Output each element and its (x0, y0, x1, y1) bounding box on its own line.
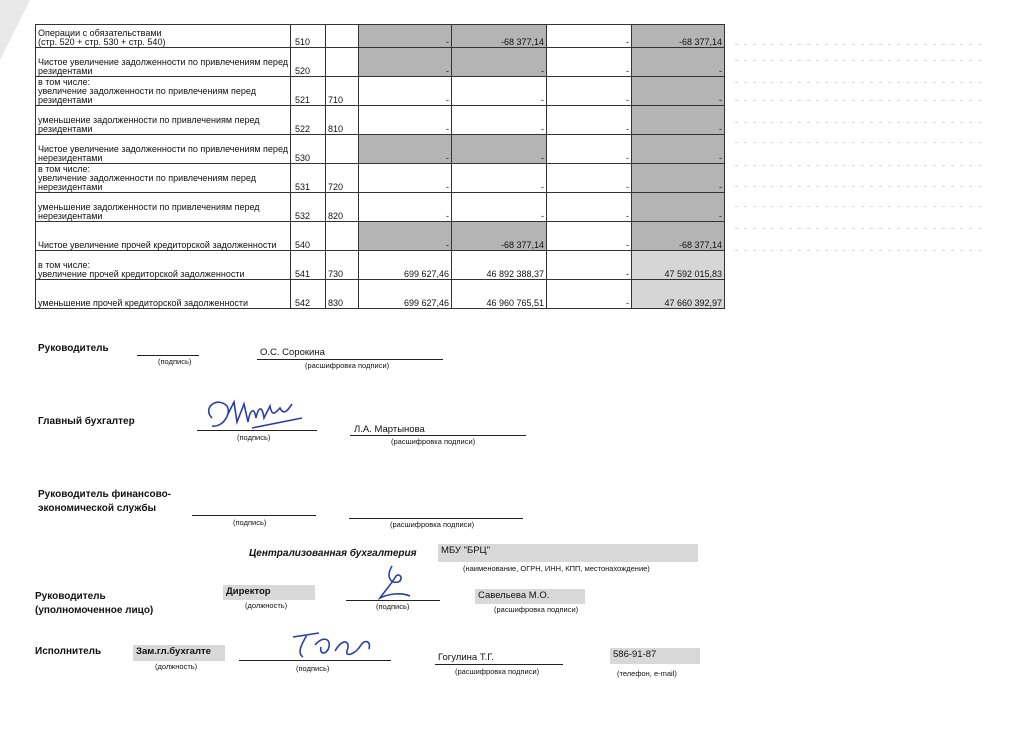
table-row (36, 251, 725, 280)
scan-noise (735, 44, 985, 45)
table-row (36, 222, 725, 251)
page-fold-corner (0, 0, 30, 60)
row-col6-cell: -68 377,14 (632, 25, 725, 48)
scan-noise (735, 122, 985, 123)
row-col3-cell: 699 627,46 (359, 251, 452, 280)
exec-phone: 586-91-87 (610, 648, 700, 664)
row-col4-cell: - (452, 164, 547, 193)
row-col3-cell: - (359, 135, 452, 164)
head-name-caption: (расшифровка подписи) (305, 361, 390, 370)
row-col4-cell: - (452, 193, 547, 222)
exec-position: Зам.гл.бухгалте (133, 645, 225, 661)
row-col5-cell: - (547, 251, 632, 280)
scan-noise (735, 186, 985, 187)
row-kosgu-cell: 730 (326, 251, 359, 280)
row-col5-cell: - (547, 193, 632, 222)
fin-label-1: Руководитель финансово- (38, 489, 172, 500)
row-col3-cell: - (359, 106, 452, 135)
row-col6-cell: - (632, 48, 725, 77)
table-row (36, 106, 725, 135)
row-col3-cell: - (359, 48, 452, 77)
head-name-line (257, 359, 443, 360)
row-col6-cell: - (632, 193, 725, 222)
exec-name-caption: (расшифровка подписи) (455, 667, 540, 676)
chief-name-caption: (расшифровка подписи) (391, 437, 476, 446)
row-name-cell: Чистое увеличение прочей кредиторской задолженности (36, 222, 291, 251)
liabilities-table (35, 24, 725, 309)
scan-noise (735, 100, 985, 101)
row-col5-cell: - (547, 25, 632, 48)
row-col4-cell: - (452, 48, 547, 77)
auth-sign-line (346, 600, 440, 601)
row-line-code-cell: 510 (291, 25, 326, 48)
table-row (36, 164, 725, 193)
exec-signature-image (285, 625, 380, 665)
auth-name-caption: (расшифровка подписи) (494, 605, 579, 614)
central-value: МБУ "БРЦ" (438, 544, 698, 562)
chief-name-line (350, 435, 526, 436)
fin-name-line (349, 518, 523, 519)
row-line-code-cell: 541 (291, 251, 326, 280)
row-col5-cell: - (547, 135, 632, 164)
exec-label: Исполнитель (35, 646, 102, 657)
row-name-cell: в том числе: увеличение прочей кредиторской задолженности (36, 251, 291, 280)
row-line-code-cell: 532 (291, 193, 326, 222)
row-name-cell: уменьшение прочей кредиторской задолженности (36, 280, 291, 309)
fin-sign-caption: (подпись) (233, 518, 267, 527)
row-col6-cell: -68 377,14 (632, 222, 725, 251)
row-col5-cell: - (547, 164, 632, 193)
row-kosgu-cell (326, 25, 359, 48)
fin-label-2: экономической службы (38, 503, 157, 514)
exec-sign-line (239, 660, 391, 661)
row-name-cell: уменьшение задолженности по привлечениям перед резидентами (36, 106, 291, 135)
row-col4-cell: 46 892 388,37 (452, 251, 547, 280)
scan-noise (735, 228, 985, 229)
row-kosgu-cell (326, 48, 359, 77)
row-col6-cell: - (632, 135, 725, 164)
row-col5-cell: - (547, 106, 632, 135)
exec-sign-caption: (подпись) (296, 664, 330, 673)
table-row (36, 193, 725, 222)
row-name-cell: в том числе: увеличение задолженности по привлечениям перед резидентами (36, 77, 291, 106)
row-col4-cell: - (452, 106, 547, 135)
row-col6-cell: - (632, 106, 725, 135)
row-name-cell: уменьшение задолженности по привлечениям перед нерезидентами (36, 193, 291, 222)
exec-name: Гогулина Т.Г. (438, 652, 494, 663)
row-line-code-cell: 522 (291, 106, 326, 135)
row-line-code-cell: 542 (291, 280, 326, 309)
row-col5-cell: - (547, 222, 632, 251)
row-kosgu-cell: 710 (326, 77, 359, 106)
row-col4-cell: -68 377,14 (452, 25, 547, 48)
chief-sign-line (197, 430, 317, 431)
row-col4-cell: - (452, 77, 547, 106)
row-col5-cell: - (547, 280, 632, 309)
scan-noise (735, 60, 985, 61)
head-sign-line (137, 355, 199, 356)
head-name: О.С. Сорокина (260, 347, 325, 358)
row-col3-cell: - (359, 25, 452, 48)
auth-name: Савельева М.О. (475, 589, 585, 604)
row-name-cell: Чистое увеличение задолженности по привлечениям перед резидентами (36, 48, 291, 77)
row-kosgu-cell: 820 (326, 193, 359, 222)
row-col6-cell: - (632, 77, 725, 106)
scan-noise (735, 206, 985, 207)
chief-name: Л.А. Мартынова (354, 424, 425, 435)
exec-name-line (435, 664, 563, 665)
table-row (36, 25, 725, 48)
row-col4-cell: - (452, 135, 547, 164)
scan-noise (735, 250, 985, 251)
row-kosgu-cell: 810 (326, 106, 359, 135)
row-col3-cell: - (359, 77, 452, 106)
row-col5-cell: - (547, 77, 632, 106)
row-kosgu-cell: 830 (326, 280, 359, 309)
central-caption: (наименование, ОГРН, ИНН, КПП, местонахождение) (463, 564, 650, 573)
row-kosgu-cell (326, 135, 359, 164)
auth-position-caption: (должность) (245, 601, 288, 610)
exec-phone-caption: (телефон, e-mail) (617, 669, 677, 678)
scan-noise (735, 142, 985, 143)
row-line-code-cell: 540 (291, 222, 326, 251)
row-line-code-cell: 531 (291, 164, 326, 193)
row-col6-cell: - (632, 164, 725, 193)
auth-label-2: (уполномоченное лицо) (35, 605, 154, 616)
row-col4-cell: -68 377,14 (452, 222, 547, 251)
chief-label: Главный бухгалтер (38, 416, 135, 427)
auth-label-1: Руководитель (35, 591, 106, 602)
row-name-cell: Чистое увеличение задолженности по привлечениям перед нерезидентами (36, 135, 291, 164)
row-col4-cell: 46 960 765,51 (452, 280, 547, 309)
row-col3-cell: - (359, 222, 452, 251)
row-line-code-cell: 530 (291, 135, 326, 164)
central-label: Централизованная бухгалтерия (249, 548, 417, 559)
exec-position-caption: (должность) (155, 662, 198, 671)
row-kosgu-cell: 720 (326, 164, 359, 193)
row-col5-cell: - (547, 48, 632, 77)
row-col3-cell: - (359, 164, 452, 193)
table-row (36, 48, 725, 77)
row-line-code-cell: 521 (291, 77, 326, 106)
auth-position: Директор (223, 585, 315, 600)
table-row (36, 135, 725, 164)
row-name-cell: Операции с обязательствами (стр. 520 + стр. 530 + стр. 540) (36, 25, 291, 48)
row-name-cell: в том числе: увеличение задолженности по привлечениям перед нерезидентами (36, 164, 291, 193)
row-line-code-cell: 520 (291, 48, 326, 77)
table-row (36, 77, 725, 106)
fin-name-caption: (расшифровка подписи) (390, 520, 475, 529)
table-row (36, 280, 725, 309)
head-sign-caption: (подпись) (158, 357, 192, 366)
head-label: Руководитель (38, 343, 109, 354)
row-col3-cell: - (359, 193, 452, 222)
row-kosgu-cell (326, 222, 359, 251)
fin-sign-line (192, 515, 316, 516)
auth-sign-caption: (подпись) (376, 602, 410, 611)
scan-noise (735, 82, 985, 83)
row-col6-cell: 47 592 015,83 (632, 251, 725, 280)
scan-noise (735, 165, 985, 166)
row-col6-cell: 47 660 392,97 (632, 280, 725, 309)
row-col3-cell: 699 627,46 (359, 280, 452, 309)
chief-sign-caption: (подпись) (237, 433, 271, 442)
